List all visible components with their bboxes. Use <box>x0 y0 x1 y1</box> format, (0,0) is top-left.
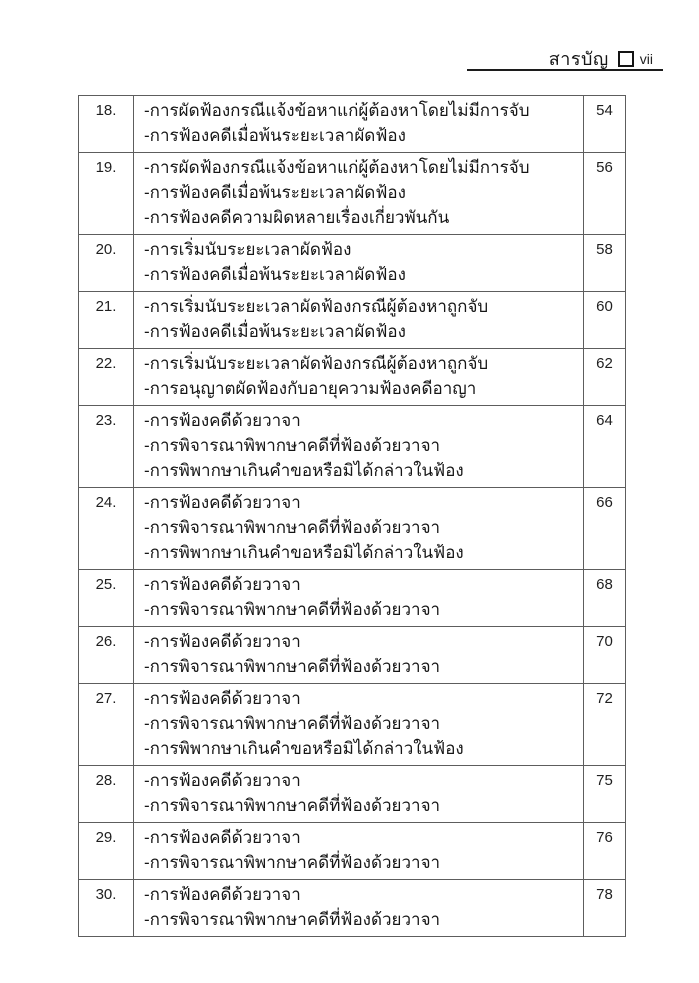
entry-number: 30. <box>79 880 134 937</box>
entry-page-number: 78 <box>584 880 626 937</box>
entry-line: -การพิจารณาพิพากษาคดีที่ฟ้องด้วยวาจา <box>144 853 441 872</box>
page-title: สารบัญ <box>548 49 609 69</box>
entry-line: -การอนุญาตผัดฟ้องกับอายุความฟ้องคดีอาญา <box>144 379 477 398</box>
entry-titles <box>134 235 584 292</box>
table-row <box>79 349 626 406</box>
entry-titles <box>134 153 584 235</box>
entry-number: 18. <box>79 96 134 153</box>
toc-table <box>78 95 626 937</box>
entry-page-number: 66 <box>584 488 626 570</box>
entry-line: -การพิจารณาพิพากษาคดีที่ฟ้องด้วยวาจา <box>144 436 441 455</box>
entry-line: -การฟ้องคดีด้วยวาจา <box>144 885 301 904</box>
header-page-number: vii <box>639 50 653 67</box>
entry-page-number: 68 <box>584 570 626 627</box>
table-row <box>79 488 626 570</box>
table-row <box>79 153 626 235</box>
entry-number: 21. <box>79 292 134 349</box>
entry-line: -การเริ่มนับระยะเวลาผัดฟ้องกรณีผู้ต้องหาถูกจับ <box>144 297 489 316</box>
entry-line: -การฟ้องคดีเมื่อพ้นระยะเวลาผัดฟ้อง <box>144 183 406 202</box>
entry-titles <box>134 406 584 488</box>
entry-number: 28. <box>79 766 134 823</box>
entry-page-number: 75 <box>584 766 626 823</box>
entry-line: -การพิพากษาเกินคำขอหรือมิได้กล่าวในฟ้อง <box>144 461 464 480</box>
table-row <box>79 235 626 292</box>
entry-line: -การฟ้องคดีความผิดหลายเรื่องเกี่ยวพันกัน <box>144 208 450 227</box>
entry-line: -การเริ่มนับระยะเวลาผัดฟ้อง <box>144 240 352 259</box>
table-row <box>79 823 626 880</box>
entry-line: -การฟ้องคดีเมื่อพ้นระยะเวลาผัดฟ้อง <box>144 265 406 284</box>
entry-page-number: 62 <box>584 349 626 406</box>
entry-page-number: 70 <box>584 627 626 684</box>
entry-titles <box>134 570 584 627</box>
entry-line: -การฟ้องคดีด้วยวาจา <box>144 411 301 430</box>
entry-titles <box>134 766 584 823</box>
entry-titles <box>134 349 584 406</box>
entry-titles <box>134 684 584 766</box>
entry-line: -การเริ่มนับระยะเวลาผัดฟ้องกรณีผู้ต้องหาถูกจับ <box>144 354 489 373</box>
entry-number: 27. <box>79 684 134 766</box>
entry-number: 22. <box>79 349 134 406</box>
entry-number: 20. <box>79 235 134 292</box>
entry-line: -การฟ้องคดีด้วยวาจา <box>144 828 301 847</box>
entry-titles <box>134 880 584 937</box>
entry-line: -การพิพากษาเกินคำขอหรือมิได้กล่าวในฟ้อง <box>144 739 464 758</box>
entry-line: -การพิจารณาพิพากษาคดีที่ฟ้องด้วยวาจา <box>144 518 441 537</box>
table-row <box>79 766 626 823</box>
entry-page-number: 76 <box>584 823 626 880</box>
entry-line: -การพิจารณาพิพากษาคดีที่ฟ้องด้วยวาจา <box>144 796 441 815</box>
table-row <box>79 96 626 153</box>
entry-line: -การพิจารณาพิพากษาคดีที่ฟ้องด้วยวาจา <box>144 714 441 733</box>
entry-number: 26. <box>79 627 134 684</box>
entry-line: -การพิจารณาพิพากษาคดีที่ฟ้องด้วยวาจา <box>144 910 441 929</box>
entry-number: 19. <box>79 153 134 235</box>
entry-number: 29. <box>79 823 134 880</box>
entry-line: -การฟ้องคดีเมื่อพ้นระยะเวลาผัดฟ้อง <box>144 322 406 341</box>
entry-line: -การพิพากษาเกินคำขอหรือมิได้กล่าวในฟ้อง <box>144 543 464 562</box>
entry-titles <box>134 823 584 880</box>
table-row <box>79 406 626 488</box>
table-row <box>79 570 626 627</box>
entry-page-number: 72 <box>584 684 626 766</box>
entry-page-number: 60 <box>584 292 626 349</box>
entry-titles <box>134 488 584 570</box>
entry-line: -การพิจารณาพิพากษาคดีที่ฟ้องด้วยวาจา <box>144 600 441 619</box>
table-row <box>79 684 626 766</box>
entry-line: -การฟ้องคดีเมื่อพ้นระยะเวลาผัดฟ้อง <box>144 126 406 145</box>
square-icon <box>618 51 634 67</box>
entry-line: -การฟ้องคดีด้วยวาจา <box>144 632 301 651</box>
entry-line: -การผัดฟ้องกรณีแจ้งข้อหาแก่ผู้ต้องหาโดยไม่มีการจับ <box>144 101 530 120</box>
entry-page-number: 54 <box>584 96 626 153</box>
entry-page-number: 58 <box>584 235 626 292</box>
entry-line: -การผัดฟ้องกรณีแจ้งข้อหาแก่ผู้ต้องหาโดยไม่มีการจับ <box>144 158 530 177</box>
table-row <box>79 292 626 349</box>
entry-titles <box>134 292 584 349</box>
table-row <box>79 627 626 684</box>
entry-line: -การฟ้องคดีด้วยวาจา <box>144 771 301 790</box>
entry-number: 25. <box>79 570 134 627</box>
toc-table-body <box>79 96 626 937</box>
entry-page-number: 64 <box>584 406 626 488</box>
entry-number: 23. <box>79 406 134 488</box>
entry-page-number: 56 <box>584 153 626 235</box>
entry-titles <box>134 627 584 684</box>
table-row <box>79 880 626 937</box>
entry-titles <box>134 96 584 153</box>
entry-line: -การฟ้องคดีด้วยวาจา <box>144 689 301 708</box>
entry-number: 24. <box>79 488 134 570</box>
entry-line: -การฟ้องคดีด้วยวาจา <box>144 575 301 594</box>
header-rule <box>467 69 663 71</box>
entry-line: -การพิจารณาพิพากษาคดีที่ฟ้องด้วยวาจา <box>144 657 441 676</box>
entry-line: -การฟ้องคดีด้วยวาจา <box>144 493 301 512</box>
